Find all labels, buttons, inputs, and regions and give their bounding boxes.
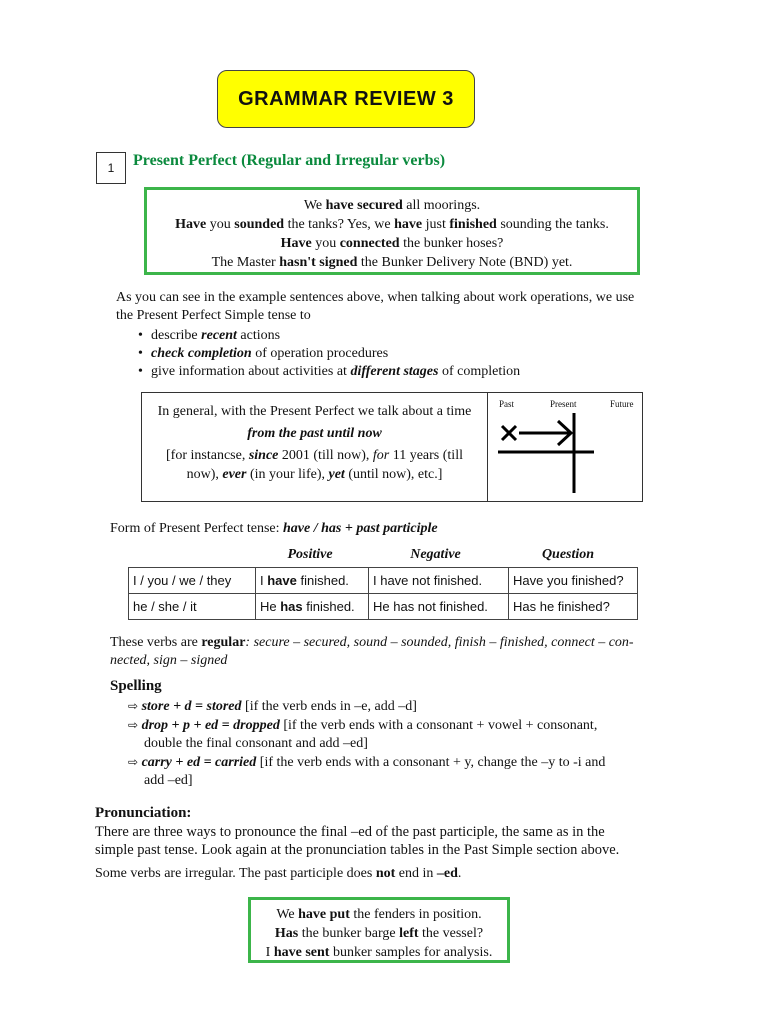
- table-cell: He has not finished.: [369, 594, 509, 620]
- text-run: left: [399, 926, 419, 941]
- spelling-rule: [128, 716, 658, 735]
- table-cell: Have you finished?: [509, 568, 638, 594]
- spelling-heading: Spelling: [110, 678, 162, 694]
- table-cell: [256, 568, 369, 594]
- example-line: [147, 215, 637, 234]
- text-run: [if the verb ends with a consonant + y, change the –y to -i and: [256, 755, 606, 770]
- text-run: for: [372, 448, 390, 463]
- table-cell: he / she / it: [129, 594, 256, 620]
- text-run: check completion: [151, 346, 252, 361]
- page-title-text: GRAMMAR REVIEW 3: [238, 87, 454, 110]
- spelling-rules: [128, 697, 658, 790]
- text-run: double the final consonant and add –ed]: [144, 736, 368, 751]
- example-line: [251, 924, 507, 943]
- text-run: We: [276, 907, 299, 922]
- text-run: regular: [201, 635, 246, 650]
- text-run: store + d = stored: [141, 699, 242, 714]
- usage-list: [133, 327, 653, 381]
- general-line: from the past until now: [247, 426, 382, 441]
- text-run: actions: [236, 328, 281, 343]
- text-run: describe: [151, 328, 202, 343]
- text-run: (until now), etc.]: [344, 467, 443, 482]
- example-line: [251, 943, 507, 962]
- text-run: [if the verb ends with a consonant + vowel + consonant,: [279, 718, 598, 733]
- text-run: 2001 (till now),: [278, 448, 373, 463]
- arrow-right-icon: ⇨: [128, 699, 139, 713]
- text-run: We: [303, 198, 326, 213]
- text-run: Has: [274, 926, 299, 941]
- text-run: sounding the tanks.: [496, 217, 609, 232]
- text-run: [for instancse,: [166, 448, 249, 463]
- timeline-diagram: [488, 393, 642, 501]
- column-header-negative: Negative: [410, 547, 461, 562]
- text-run: drop + p + ed = dropped: [141, 718, 280, 733]
- text-run: [if the verb ends in –e, add –d]: [241, 699, 417, 714]
- table-row: [129, 594, 638, 620]
- text-run: end in: [395, 866, 437, 881]
- list-item: [151, 345, 653, 363]
- example-line: [147, 234, 637, 253]
- timeline-present-label: Present: [550, 399, 577, 409]
- timeline-past-label: Past: [499, 399, 515, 409]
- intro-line: the Present Perfect Simple tense to: [116, 308, 311, 323]
- table-cell: Has he finished?: [509, 594, 638, 620]
- text-run: of operation procedures: [251, 346, 389, 361]
- text-run: the bunker hoses?: [399, 236, 504, 251]
- text-run: 11 years (till: [389, 448, 463, 463]
- text-run: connected: [339, 236, 400, 251]
- text-run: the fenders in position.: [349, 907, 482, 922]
- timeline-future-label: Future: [610, 399, 634, 409]
- section-number: [96, 152, 126, 184]
- page-title: [217, 70, 475, 128]
- text-run: since: [248, 448, 279, 463]
- text-run: all moorings.: [402, 198, 481, 213]
- pronunciation-line: simple past tense. Look again at the pronunciation tables in the Past Simple section above.: [95, 842, 620, 858]
- text-run: give information about activities at: [151, 364, 351, 379]
- general-line: [142, 446, 487, 465]
- irregular-note: [95, 865, 655, 883]
- text-run: the bunker barge: [298, 926, 400, 941]
- spelling-rule: [128, 697, 658, 716]
- example-box-1: [144, 187, 640, 275]
- example-line: [147, 196, 637, 215]
- text-run: sounded: [234, 217, 285, 232]
- text-run: finished.: [296, 573, 349, 588]
- text-run: not: [375, 866, 396, 881]
- text-run: have sent: [273, 945, 330, 960]
- general-box: [141, 392, 643, 502]
- table-cell: [256, 594, 369, 620]
- section-number-text: 1: [107, 161, 115, 175]
- text-run: carry + ed = carried: [141, 755, 257, 770]
- general-line: [142, 465, 487, 484]
- text-run: of completion: [438, 364, 521, 379]
- text-run: have: [267, 573, 297, 588]
- text-run: hasn't signed: [279, 255, 358, 270]
- regular-verbs: [110, 634, 660, 670]
- arrow-right-icon: ⇨: [128, 718, 139, 732]
- text-run: the vessel?: [418, 926, 484, 941]
- intro-paragraph: [116, 289, 656, 325]
- text-run: He: [260, 599, 281, 614]
- text-run: you: [311, 236, 340, 251]
- text-run: Have: [175, 217, 207, 232]
- pronunciation-heading: Pronunciation:: [95, 805, 192, 821]
- text-run: add –ed]: [144, 773, 193, 788]
- column-header-positive: Positive: [287, 547, 333, 562]
- example-box-2: [248, 897, 510, 963]
- list-item: [151, 327, 653, 345]
- text-run: has: [280, 599, 303, 614]
- section-title: Present Perfect (Regular and Irregular verbs): [133, 152, 446, 169]
- text-run: I: [265, 945, 274, 960]
- text-run: you: [206, 217, 235, 232]
- text-run: bunker samples for analysis.: [329, 945, 493, 960]
- text-run: finished: [449, 217, 497, 232]
- spelling-rule: [128, 753, 658, 772]
- text-run: .: [457, 866, 462, 881]
- intro-line: As you can see in the example sentences above, when talking about work operations, we use: [116, 290, 635, 305]
- text-run: I: [260, 573, 268, 588]
- text-run: different stages: [350, 364, 439, 379]
- form-line: [110, 520, 630, 538]
- text-run: yet: [328, 467, 345, 482]
- text-run: nected, sign – signed: [110, 653, 228, 668]
- text-run: Some verbs are irregular. The past participle does: [95, 866, 376, 881]
- regular-line: [110, 634, 660, 652]
- text-run: These verbs are: [110, 635, 202, 650]
- text-run: finished.: [302, 599, 355, 614]
- pronunciation-line: There are three ways to pronounce the final –ed of the past participle, the same as in the: [95, 824, 605, 840]
- pronunciation-text: [95, 823, 655, 859]
- text-run: have put: [298, 907, 350, 922]
- text-run: the Bunker Delivery Note (BND) yet.: [357, 255, 573, 270]
- table-row: [129, 568, 638, 594]
- example-line: [251, 905, 507, 924]
- list-item: [151, 363, 653, 381]
- form-table: [128, 567, 638, 620]
- text-run: have: [394, 217, 423, 232]
- form-rule: have / has + past participle: [283, 521, 438, 536]
- form-label: Form of Present Perfect tense:: [110, 521, 284, 536]
- table-cell: I have not finished.: [369, 568, 509, 594]
- text-run: recent: [201, 328, 237, 343]
- table-cell: I / you / we / they: [129, 568, 256, 594]
- text-run: now),: [186, 467, 223, 482]
- example-line: [147, 253, 637, 272]
- general-text: [142, 393, 488, 501]
- text-run: : secure – secured, sound – sounded, finish – finished, connect – con-: [245, 635, 634, 650]
- text-run: (in your life),: [246, 467, 329, 482]
- text-run: –ed: [436, 866, 458, 881]
- arrow-right-icon: ⇨: [128, 755, 139, 769]
- general-line: In general, with the Present Perfect we talk about a time: [157, 404, 472, 419]
- text-run: just: [422, 217, 450, 232]
- text-run: the tanks? Yes, we: [284, 217, 395, 232]
- column-header-question: Question: [541, 547, 595, 562]
- text-run: have secured: [325, 198, 403, 213]
- timeline-graphic: [488, 393, 642, 501]
- text-run: ever: [222, 467, 247, 482]
- text-run: The Master: [211, 255, 280, 270]
- text-run: Have: [280, 236, 312, 251]
- regular-line: [110, 652, 660, 670]
